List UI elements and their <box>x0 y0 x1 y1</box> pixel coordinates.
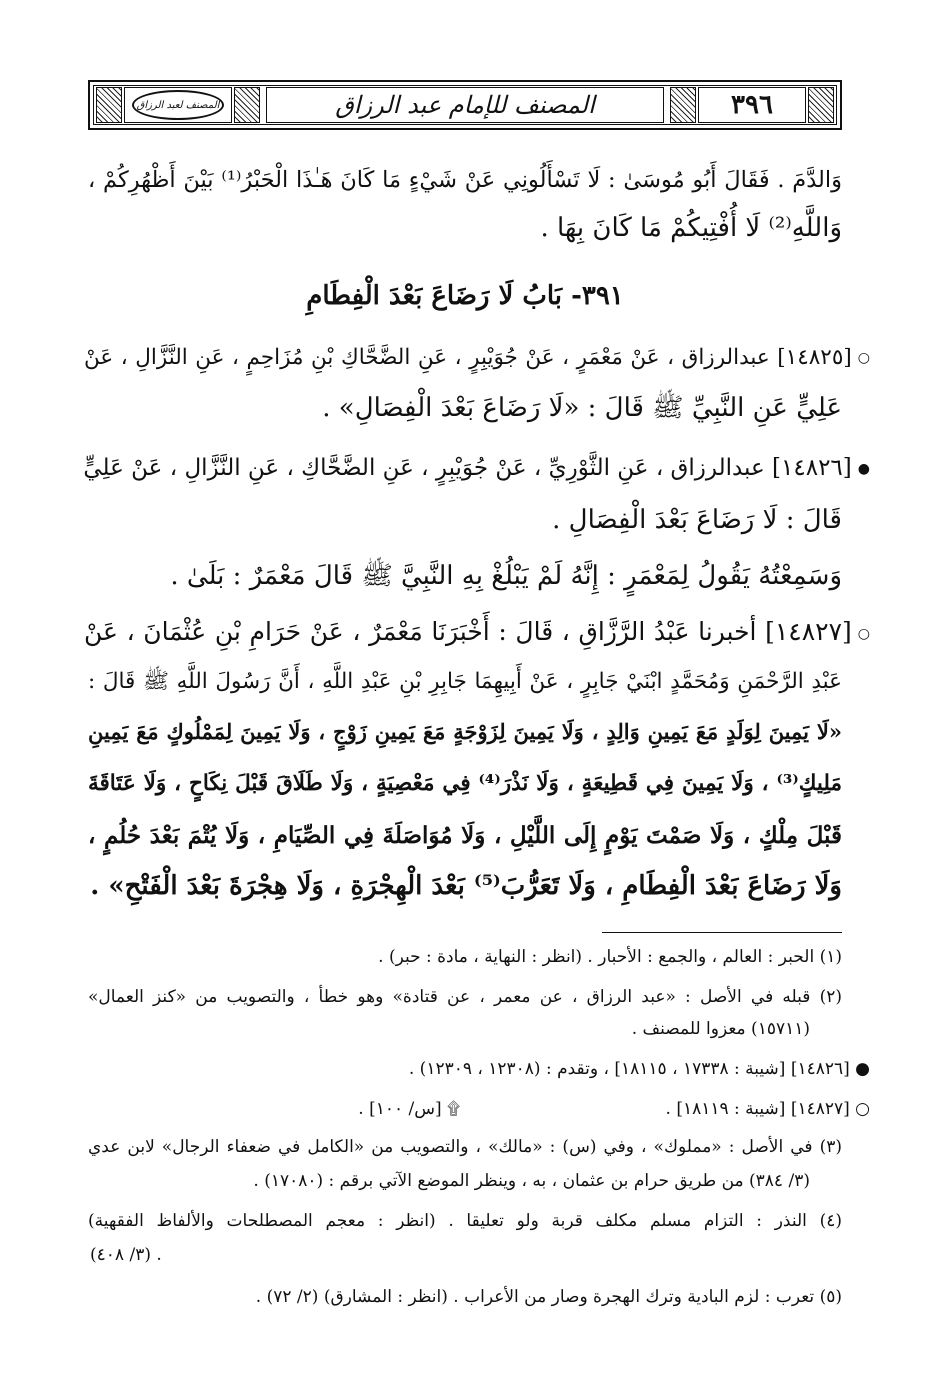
open-circle-marker-icon: ○ <box>857 350 870 366</box>
logo-emblem-icon <box>132 90 224 120</box>
open-circle-marker-icon: ○ <box>849 1099 870 1119</box>
hadith-line: عَلِيٍّ عَنِ النَّبِيِّ ﷺ قَالَ : «لَا رَضَاعَ بَعْدَ الْفِصَالِ» . <box>322 393 842 423</box>
hadith-line: قَبْلَ مِلْكٍ ، وَلَا صَمْتَ يَوْمٍ إِلَى اللَّيْلِ ، وَلَا مُوَاصَلَةَ فِي الصِّيَامِ ، وَلَا يُتْمَ بَعْدَ حُلُمٍ ، <box>88 822 842 849</box>
hadith-line <box>84 338 870 378</box>
filled-circle-marker-icon: ● <box>857 461 870 477</box>
hadith-line: «لَا يَمِينَ لِوَلَدٍ مَعَ يَمِينِ وَالِدٍ ، وَلَا يَمِينَ لِزَوْجَةٍ مَعَ يَمِينِ زَوْجٍ ، وَلَا يَمِينَ لِمَمْلُوكٍ مَعَ يَمِينِ <box>88 719 842 744</box>
hadith-line: عَبْدِ الرَّحْمَنِ وَمُحَمَّدٍ ابْنَيْ جَابِرٍ ، عَنْ أَبِيهِمَا جَابِرِ بْنِ عَبْدِ اللَّهِ ، أَنَّ رَسُولَ اللَّهِ ﷺ قَالَ : <box>88 669 842 694</box>
hadith-text: [١٤٨٢٥] عبدالرزاق ، عَنْ مَعْمَرٍ ، عَنْ جُوَيْبِرٍ ، عَنِ الضَّحَّاكِ بْنِ مُزَاحِمٍ ، عَنِ النَّزَّالِ ، عَنْ <box>84 345 852 370</box>
ornament-icon <box>96 87 122 123</box>
footnote: (٣) في الأصل : «مملوك» ، وفي (س) : «مالك» ، والتصويب من «الكامل في ضعفاء الرجال» لابن عدي <box>88 1137 842 1157</box>
ornament-icon <box>234 87 260 123</box>
page-marker-icon: ۩ <box>441 1099 460 1119</box>
hadith-line: قَالَ : لَا رَضَاعَ بَعْدَ الْفِصَالِ . <box>552 505 842 535</box>
ornament-icon <box>670 87 696 123</box>
hadith-line: وَلَا رَضَاعَ بَعْدَ الْفِطَامِ ، وَلَا تَعَرُّبَ⁽⁵⁾ بَعْدَ الْهِجْرَةِ ، وَلَا هِجْرَةَ بَعْدَ الْفَتْحِ» . <box>90 871 842 901</box>
hadith-line <box>84 448 870 489</box>
footnote: (١٥٧١١) معزوا للمصنف . <box>631 1019 810 1039</box>
chapter-title: ٣٩١- بَابُ لَا رَضَاعَ بَعْدَ الْفِطَامِ <box>306 281 624 311</box>
body-line: وَاللَّهِ⁽²⁾ لَا أُفْتِيكُمْ مَا كَانَ بِهَا . <box>540 213 842 243</box>
hadith-text: [١٤٨٢٦] عبدالرزاق ، عَنِ الثَّوْرِيِّ ، عَنْ جُوَيْبِرٍ ، عَنِ الضَّحَّاكِ ، عَنِ النَّزَّالِ ، عَنْ عَلِيٍّ <box>83 455 852 481</box>
reference-text: [س/ ١٠٠] . <box>358 1099 442 1119</box>
reference-text: [١٤٨٢٧] [شيبة : ١٨١١٩] . <box>665 1099 850 1119</box>
book-logo <box>124 87 232 123</box>
header-title: المصنف للإمام عبد الرزاق <box>266 87 664 123</box>
footnote-reference <box>90 1056 870 1082</box>
footnote-reference <box>570 1096 870 1122</box>
reference-text: [١٤٨٢٦] [شيبة : ١٧٣٣٨ ، ١٨١١٥] ، وتقدم : (١٢٣٠٨ ، ١٢٣٠٩) . <box>408 1059 850 1079</box>
body-line: وَالدَّمَ . فَقَالَ أَبُو مُوسَىٰ : لَا تَسْأَلُونِي عَنْ شَيْءٍ مَا كَانَ هَـٰذَا الْحَبْرُ⁽¹⁾ بَيْنَ أَظْهُرِكُمْ ، <box>88 167 842 193</box>
footnote: (٥) تعرب : لزم البادية وترك الهجرة وصار من الأعراب . (انظر : المشارق) (٢/ ٧٢) . <box>255 1287 842 1307</box>
filled-circle-marker-icon: ● <box>849 1059 870 1079</box>
footnote-reference <box>260 1096 460 1122</box>
logo-text: المصنف لعبد الرزاق <box>136 99 220 111</box>
page-number: ٣٩٦ <box>698 87 806 123</box>
footnote-divider <box>602 932 842 933</box>
hadith-line: مَلِيكٍ⁽³⁾ ، وَلَا يَمِينَ فِي قَطِيعَةٍ ، وَلَا نَذْرَ⁽⁴⁾ فِي مَعْصِيَةٍ ، وَلَا طَلَاقَ قَبْلَ نِكَاحٍ ، وَلَا عَتَاقَةَ <box>88 771 842 796</box>
footnote: (٣/ ٤٠٨) . <box>90 1245 162 1265</box>
ornament-icon <box>808 87 834 123</box>
hadith-line <box>84 612 870 654</box>
footnote: (٢) قبله في الأصل : «عبد الرزاق ، عن معمر ، عن قتادة» وهو خطأ ، والتصويب من «كنز العمال» <box>88 987 842 1007</box>
footnote: (١) الحبر : العالم ، والجمع : الأحبار . (انظر : النهاية ، مادة : حبر) . <box>378 947 842 967</box>
open-circle-marker-icon: ○ <box>857 625 870 642</box>
hadith-text: [١٤٨٢٧] أخبرنا عَبْدُ الرَّزَّاقِ ، قَالَ : أَخْبَرَنَا مَعْمَرٌ ، عَنْ حَرَامِ بْنِ عُثْمَانَ ، عَنْ <box>84 617 852 646</box>
footnote: (٣/ ٣٨٤) من طريق حرام بن عثمان ، به ، وينظر الموضع الآتي برقم : (١٧٠٨٠) . <box>253 1171 810 1191</box>
footnote: (٤) النذر : التزام مسلم مكلف قربة ولو تعليقا . (انظر : معجم المصطلحات والألفاظ الفقهية) <box>88 1211 842 1231</box>
hadith-line: وَسَمِعْتُهُ يَقُولُ لِمَعْمَرٍ : إِنَّهُ لَمْ يَبْلُغْ بِهِ النَّبِيَّ ﷺ قَالَ مَعْمَرٌ : بَلَىٰ . <box>170 561 842 591</box>
running-header <box>88 80 842 130</box>
